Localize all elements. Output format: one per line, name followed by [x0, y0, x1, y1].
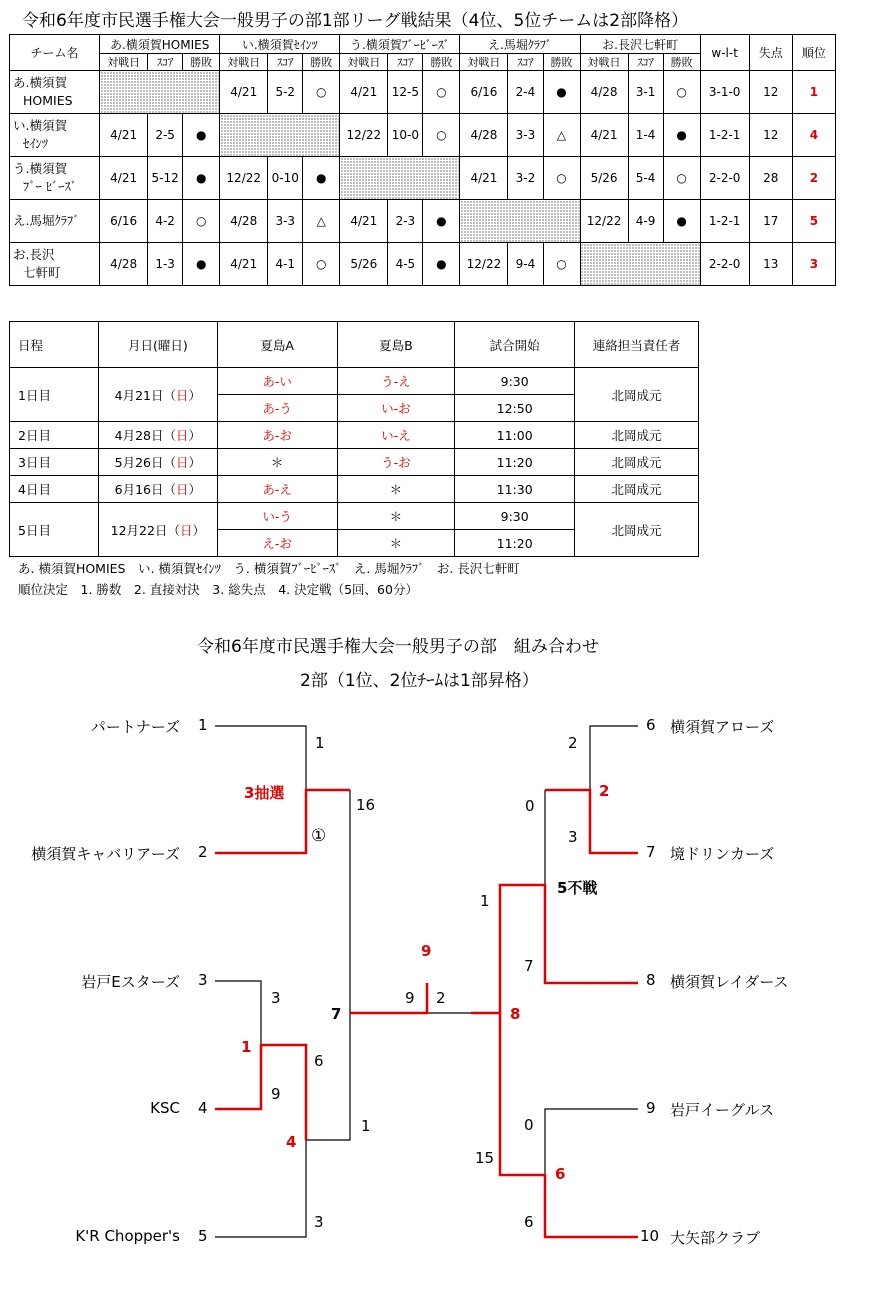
sub-header: ｽｺｱ	[388, 54, 423, 71]
team-name-line: ｾｲﾝﾂ	[23, 136, 49, 151]
match-date: 4/21	[220, 71, 268, 114]
match-date: 4/21	[460, 157, 508, 200]
score: 6	[314, 1052, 324, 1070]
match-score: 5-12	[148, 157, 183, 200]
sub-header: ｽｺｱ	[148, 54, 183, 71]
match-score: 3-3	[268, 200, 303, 243]
schedule-day: 3日目	[10, 449, 99, 476]
rank-cell: 3	[792, 243, 835, 286]
paren-text: ）	[192, 522, 205, 538]
match-score: 3-3	[508, 114, 543, 157]
schedule-header: 月日(曜日)	[98, 322, 217, 368]
match-result: ○	[183, 200, 220, 243]
date-text: 4月28日（	[114, 428, 176, 443]
wlt-cell: 2-2-0	[700, 243, 749, 286]
wlt-cell: 1-2-1	[700, 200, 749, 243]
matchup-a: い-う	[217, 503, 337, 530]
points-cell: 17	[749, 200, 792, 243]
matchup-a: あ-う	[217, 395, 337, 422]
match-score: 2-3	[388, 200, 423, 243]
rank-cell: 1	[792, 71, 835, 114]
weekday-text: 日	[175, 428, 189, 443]
match-result: ●	[663, 114, 700, 157]
weekday-text: 日	[175, 387, 189, 403]
team-name-line: あ.横須賀	[13, 75, 67, 90]
bracket-title: 令和6年度市民選手権大会一般男子の部 組み合わせ	[197, 637, 599, 657]
weekday-text: 日	[175, 482, 189, 497]
match-score: 5-2	[268, 71, 303, 114]
team-seed: 6	[646, 716, 656, 734]
sub-header: 勝敗	[543, 54, 580, 71]
paren-text: ）	[188, 482, 202, 497]
team-name: 横須賀アローズ	[670, 718, 775, 736]
match-result: ○	[663, 157, 700, 200]
match-score: 1-3	[148, 243, 183, 286]
match-date: 12/22	[340, 114, 388, 157]
team-seed: 8	[646, 971, 656, 989]
score: 7	[331, 1005, 342, 1023]
wlt-cell: 3-1-0	[700, 71, 749, 114]
team-name-line: う.横須賀	[13, 161, 67, 176]
match-date: 5/26	[580, 157, 628, 200]
schedule-header: 夏島A	[217, 322, 337, 368]
points-cell: 28	[749, 157, 792, 200]
match-date: 12/22	[220, 157, 268, 200]
match-score: 12-5	[388, 71, 423, 114]
match-score: 1-4	[628, 114, 663, 157]
score: 1	[315, 734, 325, 752]
sub-header: ｽｺｱ	[508, 54, 543, 71]
team-name-line: え.馬堀ｸﾗﾌﾞ	[13, 213, 80, 228]
match-result: ●	[423, 243, 460, 286]
match-score: 0-10	[268, 157, 303, 200]
schedule-day: 4日目	[10, 476, 99, 503]
start-time: 12:50	[455, 395, 575, 422]
paren-text: ）	[188, 428, 202, 443]
match-result: △	[303, 200, 340, 243]
sub-header: ｽｺｱ	[268, 54, 303, 71]
sub-header: 勝敗	[303, 54, 340, 71]
weekday-text: 日	[179, 522, 193, 538]
team-name: 境ドリンカーズ	[670, 845, 775, 863]
team-legend: あ. 横須賀HOMIES い. 横須賀ｾｲﾝﾂ う. 横須賀ﾌﾞｰﾋﾞｰｽﾞ え. 馬堀ｸﾗﾌﾞ お. 長沢七軒町	[18, 561, 520, 576]
match-date: 4/21	[340, 200, 388, 243]
match-score: 3-2	[508, 157, 543, 200]
team-name-line: い.横須賀	[13, 118, 67, 133]
team-name: 岩戸Eスターズ	[81, 973, 180, 991]
opponent-header: お.長沢七軒町	[580, 35, 700, 54]
team-seed: 2	[198, 843, 208, 861]
match-score: 3-1	[628, 71, 663, 114]
team-name: 岩戸イーグルス	[670, 1101, 775, 1119]
sub-header: 対戦日	[340, 54, 388, 71]
start-time: 11:20	[455, 449, 575, 476]
match-result: ○	[303, 243, 340, 286]
schedule-header: 試合開始	[455, 322, 575, 368]
date-text: 5月26日（	[114, 455, 176, 470]
score: 0	[524, 1116, 534, 1134]
date-text: 6月16日（	[114, 482, 176, 497]
match-score: 10-0	[388, 114, 423, 157]
match-number: 1	[241, 1038, 252, 1056]
match-number: 9	[421, 942, 432, 960]
score: 9	[405, 989, 415, 1007]
matchup-b: ＊	[337, 530, 455, 557]
match-score: 9-4	[508, 243, 543, 286]
matchup-b: い-え	[337, 422, 455, 449]
match-number: 2	[599, 782, 610, 800]
match-result: ○	[663, 71, 700, 114]
sub-header: 対戦日	[220, 54, 268, 71]
match-result: ●	[543, 71, 580, 114]
match-date: 4/21	[100, 157, 148, 200]
team-name: K'R Chopper's	[75, 1227, 180, 1245]
matchup-a: あ-お	[217, 422, 337, 449]
match-score: 4-9	[628, 200, 663, 243]
match-result: △	[543, 114, 580, 157]
weekday-text: 日	[175, 455, 189, 470]
match-result: ●	[183, 157, 220, 200]
contact-person: 北岡成元	[575, 503, 699, 557]
match-score: 4-1	[268, 243, 303, 286]
match-result: ●	[663, 200, 700, 243]
match-score: 4-5	[388, 243, 423, 286]
match-score: 2-5	[148, 114, 183, 157]
start-time: 11:00	[455, 422, 575, 449]
wlt-header: w-l-t	[700, 35, 749, 71]
score: 1	[480, 892, 490, 910]
score: 7	[524, 957, 534, 975]
opponent-header: え.馬堀ｸﾗﾌﾞ	[460, 35, 580, 54]
team-name: 横須賀キャバリアーズ	[31, 845, 180, 863]
match-date: 4/28	[580, 71, 628, 114]
sub-header: 勝敗	[423, 54, 460, 71]
team-name: 横須賀レイダース	[670, 973, 789, 991]
match-result: ○	[423, 114, 460, 157]
matchup-b: い-お	[337, 395, 455, 422]
contact-person: 北岡成元	[575, 422, 699, 449]
team-name: パートナーズ	[90, 718, 180, 736]
match-date: 4/21	[100, 114, 148, 157]
match-result: ●	[423, 200, 460, 243]
schedule-day: 2日目	[10, 422, 99, 449]
matchup-a: あ-い	[217, 368, 337, 395]
rank-cell: 5	[792, 200, 835, 243]
points-header: 失点	[749, 35, 792, 71]
match-date: 4/21	[580, 114, 628, 157]
team-seed: 4	[198, 1099, 208, 1117]
points-cell: 12	[749, 71, 792, 114]
match-date: 12/22	[460, 243, 508, 286]
start-time: 11:20	[455, 530, 575, 557]
team-seed: 10	[640, 1227, 660, 1245]
match-date: 4/28	[220, 200, 268, 243]
score: 6	[524, 1213, 534, 1231]
contact-person: 北岡成元	[575, 476, 699, 503]
team-name: 大矢部クラブ	[670, 1229, 761, 1247]
match-date: 4/28	[100, 243, 148, 286]
contact-person: 北岡成元	[575, 368, 699, 422]
paren-text: ）	[188, 387, 202, 403]
rank-header: 順位	[792, 35, 835, 71]
score: 1	[361, 1117, 371, 1135]
wlt-cell: 1-2-1	[700, 114, 749, 157]
match-result: ○	[543, 157, 580, 200]
matchup-a: ＊	[217, 449, 337, 476]
score: 2	[568, 734, 578, 752]
match-result: ●	[303, 157, 340, 200]
score: 3	[271, 989, 281, 1007]
contact-person: 北岡成元	[575, 449, 699, 476]
schedule-header: 連絡担当責任者	[575, 322, 699, 368]
match-date: 12/22	[580, 200, 628, 243]
rank-cell: 2	[792, 157, 835, 200]
team-seed: 3	[198, 971, 208, 989]
paren-text: ）	[188, 455, 202, 470]
match-date: 4/28	[460, 114, 508, 157]
match-result: ●	[183, 243, 220, 286]
score: 3	[314, 1213, 324, 1231]
points-cell: 13	[749, 243, 792, 286]
match-score: 5-4	[628, 157, 663, 200]
score: ①	[311, 826, 327, 846]
team-header: チーム名	[10, 35, 100, 71]
sub-header: 対戦日	[100, 54, 148, 71]
sub-header: 対戦日	[580, 54, 628, 71]
match-result: ○	[303, 71, 340, 114]
team-seed: 7	[646, 843, 656, 861]
opponent-header: い.横須賀ｾｲﾝﾂ	[220, 35, 340, 54]
sub-header: ｽｺｱ	[628, 54, 663, 71]
schedule-header: 夏島B	[337, 322, 455, 368]
score: 2	[436, 989, 446, 1007]
matchup-a: あ-え	[217, 476, 337, 503]
score: 3	[568, 828, 578, 846]
forfeit-label: 5不戦	[557, 879, 598, 897]
matchup-b: ＊	[337, 476, 455, 503]
start-time: 11:30	[455, 476, 575, 503]
sub-header: 勝敗	[183, 54, 220, 71]
matchup-a: え-お	[217, 530, 337, 557]
opponent-header: う.横須賀ﾌﾞｰﾋﾞｰｽﾞ	[340, 35, 460, 54]
points-cell: 12	[749, 114, 792, 157]
matchup-b: ＊	[337, 503, 455, 530]
match-number: 4	[286, 1133, 297, 1151]
match-date: 4/21	[340, 71, 388, 114]
team-name-line: お.長沢	[13, 247, 55, 262]
matchup-b: う-お	[337, 449, 455, 476]
date-text: 12月22日（	[110, 522, 180, 538]
match-date: 4/21	[220, 243, 268, 286]
score: 16	[356, 796, 376, 814]
match-result: ○	[423, 71, 460, 114]
start-time: 9:30	[455, 368, 575, 395]
match-score: 4-2	[148, 200, 183, 243]
rank-cell: 4	[792, 114, 835, 157]
schedule-day: 5日目	[10, 503, 99, 557]
match-result: ●	[183, 114, 220, 157]
team-name-line: HOMIES	[23, 93, 73, 108]
match-number: 6	[555, 1165, 566, 1183]
team-name: KSC	[150, 1099, 180, 1117]
team-name-line: ﾌﾞｰ ﾋﾞｰｽﾞ	[23, 179, 77, 194]
wlt-cell: 2-2-0	[700, 157, 749, 200]
league-title: 令和6年度市民選手権大会一般男子の部1部リーグ戦結果（4位、5位チームは2部降格）	[22, 11, 689, 31]
score: 0	[525, 797, 535, 815]
bracket-subtitle: 2部（1位、2位ﾁｰﾑは1部昇格）	[300, 671, 539, 691]
match-date: 5/26	[340, 243, 388, 286]
team-seed: 1	[198, 716, 208, 734]
sub-header: 対戦日	[460, 54, 508, 71]
schedule-header: 日程	[10, 322, 99, 368]
team-seed: 9	[646, 1099, 656, 1117]
score: 15	[475, 1149, 495, 1167]
match-result: ○	[543, 243, 580, 286]
date-text: 4月21日（	[114, 387, 176, 403]
match-date: 6/16	[460, 71, 508, 114]
match-number: 8	[510, 1005, 521, 1023]
match-score: 2-4	[508, 71, 543, 114]
team-seed: 5	[198, 1227, 208, 1245]
ranking-rule: 順位決定 1. 勝数 2. 直接対決 3. 総失点 4. 決定戦（5回、60分）	[18, 582, 418, 597]
start-time: 9:30	[455, 503, 575, 530]
schedule-day: 1日目	[10, 368, 99, 422]
sub-header: 勝敗	[663, 54, 700, 71]
lottery-label: 3抽選	[244, 784, 285, 802]
score: 9	[271, 1085, 281, 1103]
matchup-b: う-え	[337, 368, 455, 395]
team-name-line: 七軒町	[23, 265, 61, 280]
match-date: 6/16	[100, 200, 148, 243]
opponent-header: あ.横須賀HOMIES	[100, 35, 220, 54]
